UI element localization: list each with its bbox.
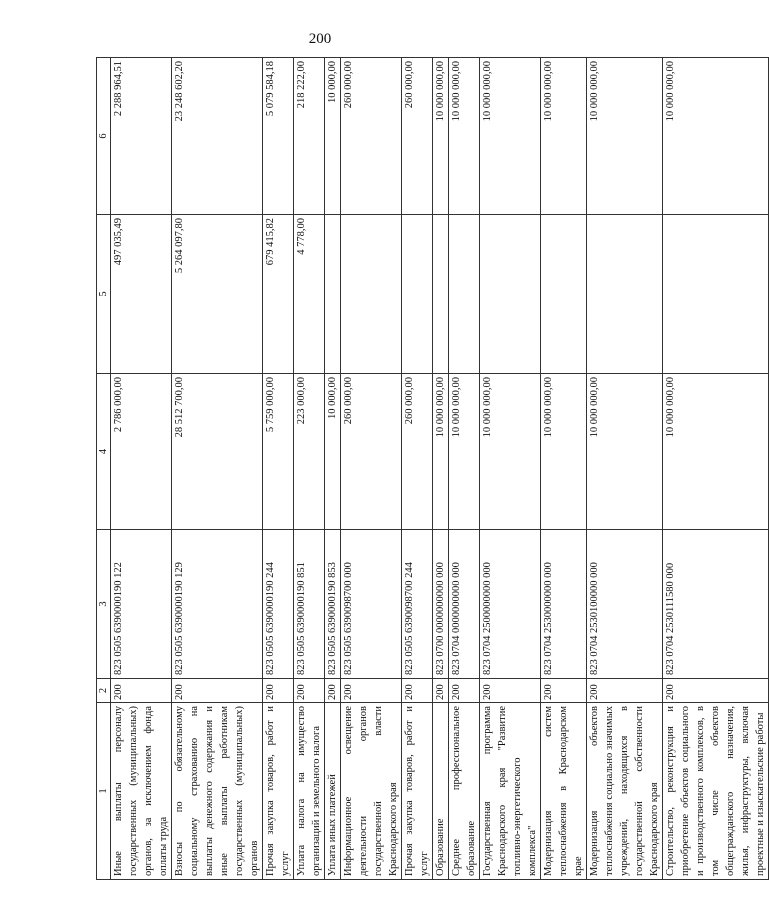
table-row bbox=[402, 58, 433, 880]
row-code-cell: 823 0505 6390000190 851 bbox=[294, 530, 325, 679]
row-col4-cell: 10 000 000,00 bbox=[433, 374, 449, 530]
row-name-cell: Среднее профессиональное образование bbox=[449, 703, 480, 880]
row-col6-cell: 2 288 964,51 bbox=[111, 58, 172, 215]
row-col4-cell: 10 000 000,00 bbox=[663, 374, 769, 530]
row-col6-cell: 10 000 000,00 bbox=[480, 58, 541, 215]
row-code-cell: 823 0704 2530000000 000 bbox=[541, 530, 587, 679]
row-col2-cell: 200 bbox=[449, 679, 480, 703]
row-col4-cell: 10 000,00 bbox=[325, 374, 341, 530]
header-col-3: 3 bbox=[97, 530, 111, 679]
row-col5-cell bbox=[402, 215, 433, 374]
row-col4-cell: 260 000,00 bbox=[341, 374, 402, 530]
row-col6-cell: 5 079 584,18 bbox=[263, 58, 294, 215]
row-col5-cell bbox=[325, 215, 341, 374]
header-col-1: 1 bbox=[97, 703, 111, 880]
row-code-cell: 823 0704 2530111580 000 bbox=[663, 530, 769, 679]
row-col5-cell bbox=[341, 215, 402, 374]
row-name-cell: Прочая закупка товаров, работ и услуг bbox=[402, 703, 433, 880]
row-col5-cell: 497 035,49 bbox=[111, 215, 172, 374]
row-name-cell: Образование bbox=[433, 703, 449, 880]
table-row bbox=[587, 58, 663, 880]
table-row bbox=[263, 58, 294, 880]
row-name-cell: Прочая закупка товаров, работ и услуг bbox=[263, 703, 294, 880]
row-name-cell: Уплата налога на имущество организаций и земельного налога bbox=[294, 703, 325, 880]
row-name-cell: Строительство, реконструкция и приобретение объектов социального и производственного комплексов, в том числе объектов общегражданского назначения, жилья, инфраструктуры, включая проектные и изыскательские работы bbox=[663, 703, 769, 880]
row-code-cell: 823 0704 2500000000 000 bbox=[480, 530, 541, 679]
row-col4-cell: 5 759 000,00 bbox=[263, 374, 294, 530]
row-col2-cell: 200 bbox=[587, 679, 663, 703]
header-col-2: 2 bbox=[97, 679, 111, 703]
table-row bbox=[172, 58, 263, 880]
row-col2-cell: 200 bbox=[541, 679, 587, 703]
row-code-cell: 823 0704 2530100000 000 bbox=[587, 530, 663, 679]
row-code-cell: 823 0505 6390000190 129 bbox=[172, 530, 263, 679]
row-name-cell: Государственная программа Краснодарского края "Развитие топливно-энергетического комплекса" bbox=[480, 703, 541, 880]
row-col4-cell: 28 512 700,00 bbox=[172, 374, 263, 530]
row-name-cell: Взносы по обязательному социальному страхованию на выплаты денежного содержания и иные выплаты работникам государственных (муниципальных) органов bbox=[172, 703, 263, 880]
header-row bbox=[97, 58, 111, 880]
row-col4-cell: 10 000 000,00 bbox=[480, 374, 541, 530]
row-col5-cell: 5 264 097,80 bbox=[172, 215, 263, 374]
table-row bbox=[541, 58, 587, 880]
row-col4-cell: 2 786 000,00 bbox=[111, 374, 172, 530]
row-col6-cell: 10 000 000,00 bbox=[541, 58, 587, 215]
row-name-cell: Модернизация объектов теплоснабжения социально значимых учреждений, находящихся в государственной собственности Краснодарского края bbox=[587, 703, 663, 880]
row-col5-cell bbox=[587, 215, 663, 374]
row-col2-cell: 200 bbox=[111, 679, 172, 703]
budget-table bbox=[96, 57, 769, 880]
row-col6-cell: 218 222,00 bbox=[294, 58, 325, 215]
row-col5-cell bbox=[663, 215, 769, 374]
page-number: 200 bbox=[308, 31, 332, 47]
row-col5-cell bbox=[433, 215, 449, 374]
row-col2-cell: 200 bbox=[480, 679, 541, 703]
row-code-cell: 823 0505 6390000190 244 bbox=[263, 530, 294, 679]
row-col5-cell bbox=[449, 215, 480, 374]
row-col4-cell: 223 000,00 bbox=[294, 374, 325, 530]
table-row bbox=[449, 58, 480, 880]
row-code-cell: 823 0704 0000000000 000 bbox=[449, 530, 480, 679]
row-col6-cell: 10 000 000,00 bbox=[663, 58, 769, 215]
table-row bbox=[341, 58, 402, 880]
row-col5-cell: 679 415,82 bbox=[263, 215, 294, 374]
row-col5-cell bbox=[541, 215, 587, 374]
row-col4-cell: 10 000 000,00 bbox=[541, 374, 587, 530]
row-col2-cell: 200 bbox=[341, 679, 402, 703]
row-name-cell: Уплата иных платежей bbox=[325, 703, 341, 880]
row-col5-cell bbox=[480, 215, 541, 374]
row-col6-cell: 10 000 000,00 bbox=[433, 58, 449, 215]
header-col-4: 4 bbox=[97, 374, 111, 530]
rotated-table-container bbox=[96, 58, 766, 880]
row-col2-cell: 200 bbox=[172, 679, 263, 703]
row-code-cell: 823 0505 6390098700 244 bbox=[402, 530, 433, 679]
row-code-cell: 823 0505 6390000190 122 bbox=[111, 530, 172, 679]
row-col2-cell: 200 bbox=[294, 679, 325, 703]
table-body bbox=[111, 58, 769, 880]
row-name-cell: Информационное освещение деятельности органов государственной власти Краснодарского края bbox=[341, 703, 402, 880]
table-row bbox=[480, 58, 541, 880]
table-row bbox=[325, 58, 341, 880]
row-col6-cell: 260 000,00 bbox=[341, 58, 402, 215]
table-row bbox=[111, 58, 172, 880]
table-row bbox=[294, 58, 325, 880]
row-code-cell: 823 0700 0000000000 000 bbox=[433, 530, 449, 679]
row-col4-cell: 10 000 000,00 bbox=[449, 374, 480, 530]
row-col6-cell: 10 000,00 bbox=[325, 58, 341, 215]
row-col6-cell: 10 000 000,00 bbox=[587, 58, 663, 215]
row-col2-cell: 200 bbox=[263, 679, 294, 703]
row-col4-cell: 260 000,00 bbox=[402, 374, 433, 530]
row-col6-cell: 23 248 602,20 bbox=[172, 58, 263, 215]
row-name-cell: Иные выплаты персоналу государственных (муниципальных) органов, за исключением фонда оплаты труда bbox=[111, 703, 172, 880]
table-row bbox=[433, 58, 449, 880]
header-col-6: 6 bbox=[97, 58, 111, 215]
row-code-cell: 823 0505 6390000190 853 bbox=[325, 530, 341, 679]
row-col6-cell: 10 000 000,00 bbox=[449, 58, 480, 215]
table-row bbox=[663, 58, 769, 880]
row-col2-cell: 200 bbox=[433, 679, 449, 703]
row-code-cell: 823 0505 6390098700 000 bbox=[341, 530, 402, 679]
row-col2-cell: 200 bbox=[402, 679, 433, 703]
row-col4-cell: 10 000 000,00 bbox=[587, 374, 663, 530]
row-col6-cell: 260 000,00 bbox=[402, 58, 433, 215]
row-col2-cell: 200 bbox=[663, 679, 769, 703]
row-name-cell: Модернизация систем теплоснабжения в Краснодарском крае bbox=[541, 703, 587, 880]
header-col-5: 5 bbox=[97, 215, 111, 374]
row-col2-cell: 200 bbox=[325, 679, 341, 703]
row-col5-cell: 4 778,00 bbox=[294, 215, 325, 374]
